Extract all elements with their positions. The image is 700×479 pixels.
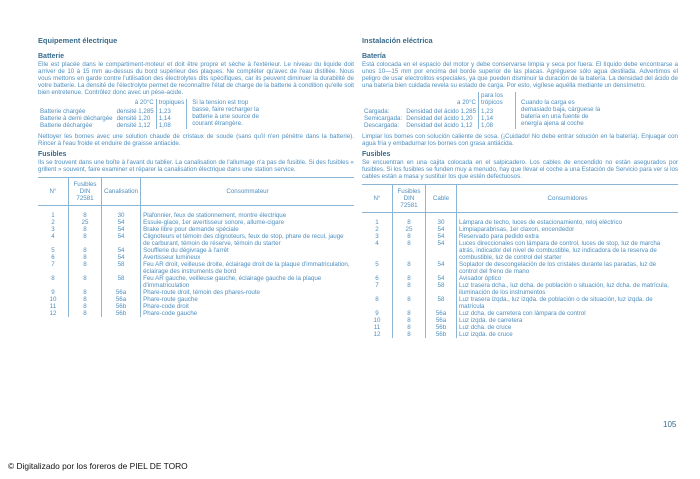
fuses-table <box>362 184 678 338</box>
left-page-column <box>38 24 354 446</box>
fuse-no-cell: 5 <box>51 247 55 254</box>
fuse-canal-cell: 56a <box>102 296 141 303</box>
fuse-din-cell: 8 <box>393 261 426 275</box>
fuse-no-cell: 1 <box>375 219 379 226</box>
fuse-consumer-cell: Feu AR gauche, veilleuse gauche, éclairage gauche de la plaque d'immatriculation <box>141 275 354 289</box>
fuse-canal-cell: 56b <box>426 324 457 331</box>
col-temp-header: a 20°C <box>457 99 477 106</box>
table-row <box>362 240 678 261</box>
fuse-no-cell: 2 <box>51 219 55 226</box>
table-row <box>362 261 678 275</box>
right-page-column <box>362 24 678 446</box>
fuse-din-cell: 8 <box>393 296 426 310</box>
table-row <box>38 247 354 254</box>
fuse-canal-cell: 54 <box>102 233 141 247</box>
battery-note: Si la tension est trop basse, faire recharger la batterie à une source de courant étrangère. <box>187 99 265 129</box>
fuse-din-cell: 8 <box>69 212 102 219</box>
fuse-no-cell: 6 <box>375 275 379 282</box>
table-row <box>362 282 678 296</box>
col-no-header: N° <box>362 185 393 213</box>
fuse-din-cell: 8 <box>393 317 426 324</box>
fuse-no-cell: 11 <box>373 324 381 331</box>
fuse-consumer-cell: Soufflerie du dégivrage à l'arrêt <box>141 247 354 254</box>
page-number: 105 <box>663 420 677 429</box>
battery-row: Batterie chargée densité 1,285 1,23 <box>38 108 264 115</box>
battery-row: Descargada: Densidad del ácido 1,12 1,08 <box>362 122 603 129</box>
fuse-no-cell: 6 <box>51 254 55 261</box>
table-row <box>362 310 678 317</box>
table-row <box>38 296 354 303</box>
fuse-canal-cell: 30 <box>426 219 457 226</box>
battery-paragraph: Está colocada en el espacio del motor y debe conservarse limpia y seca por fuera. El líquido debe encontrarse a unos 10—15 mm por encima del borde superior de las placas. Agréguese sólo agua destilada. Advertimos el peligro de usar electrolitos especiales, ya que pueden disminuir la duración de la batería. La densidad del ácido de una batería bien cuidada revela su estado de carga. Por esto, vigílese aquélla mediante un densímetro. <box>362 61 678 89</box>
col-din-header: Fusibles DIN 72581 <box>393 185 426 213</box>
fuse-consumer-cell: Avisador óptico <box>457 275 679 282</box>
fuse-no-cell: 2 <box>375 226 379 233</box>
fuse-canal-cell: 54 <box>102 226 141 233</box>
fuse-consumer-cell: Plafonnier, feux de stationnement, montre électrique <box>141 212 354 219</box>
fuses-paragraph: Se encuentran en una cajita colocada en el salpicadero. Los cables de encendido no están asegurados por fusibles. Si los fusibles se funden muy a menudo, hay que llevar el coche a una Estación de Servicio para ver si los cables están a masa y sustituir los que estén defectuosos. <box>362 159 678 180</box>
col-consumer-header: Consommateur <box>141 178 354 206</box>
fuse-din-cell: 8 <box>69 296 102 303</box>
fuse-consumer-cell: Luz izqda. de cruce <box>457 331 679 338</box>
table-row <box>38 226 354 233</box>
battery-row: Batterie déchargée densité 1,12 1,08 <box>38 122 264 129</box>
fuse-canal-cell: 56b <box>102 303 141 310</box>
fuse-consumer-cell: Feu AR droit, veilleuse droite, éclairage droit de la plaque d'immatriculation, éclairage des instruments de bord <box>141 261 354 275</box>
table-row <box>38 303 354 310</box>
fuse-consumer-cell: Phare-route droit, témoin des phares-route <box>141 289 354 296</box>
fuse-din-cell: 25 <box>393 226 426 233</box>
fuse-canal-cell: 30 <box>102 212 141 219</box>
col-temp-header: à 20°C <box>134 99 154 106</box>
fuse-din-cell: 8 <box>393 324 426 331</box>
fuse-din-cell: 8 <box>393 275 426 282</box>
fuse-canal-cell: 56a <box>426 317 457 324</box>
fuse-no-cell: 3 <box>375 233 379 240</box>
fuse-canal-cell: 54 <box>426 261 457 275</box>
col-consumer-header: Consumidores <box>457 185 679 213</box>
fuse-din-cell: 8 <box>69 310 102 317</box>
fuse-din-cell: 8 <box>69 275 102 289</box>
col-din-header: Fusibles DIN 72581 <box>69 178 102 206</box>
table-row <box>362 275 678 282</box>
fuse-canal-cell: 54 <box>426 240 457 261</box>
fuses-paragraph: Ils se trouvent dans une boîte à l'avant du tablier. La canalisation de l'allumage n'a pas de fusible. Si des fusibles « grillent » souvent, faire examiner et réparer la canalisation électrique dans une station service. <box>38 159 354 173</box>
fuse-no-cell: 10 <box>373 317 381 324</box>
battery-heading: Batterie <box>38 53 65 60</box>
fuse-no-cell: 9 <box>51 289 55 296</box>
table-row <box>362 317 678 324</box>
table-row <box>38 261 354 275</box>
fuse-canal-cell: 54 <box>426 233 457 240</box>
table-row <box>38 310 354 317</box>
fuse-consumer-cell: Soplador de descongelación de los cristales durante las paradas, luz de control del freno de mano <box>457 261 679 275</box>
table-row <box>362 296 678 310</box>
battery-heading: Batería <box>362 53 386 60</box>
fuses-table <box>38 177 354 317</box>
fuse-consumer-cell: Reservado para pedido extra <box>457 233 679 240</box>
table-row <box>362 219 678 226</box>
fuse-consumer-cell: Brake libre pour demande spéciale <box>141 226 354 233</box>
fuse-din-cell: 8 <box>69 247 102 254</box>
fuse-consumer-cell: Luces direccionales con lámpara de control, luces de stop, luz de marcha atrás, indicador del nivel de combustible, luz indicadora de la reserva de combustible, luz de control del starter <box>457 240 679 261</box>
battery-row: Cargada: Densidad del ácido 1,285 1,23 <box>362 108 603 115</box>
fuse-consumer-cell: Luz dcha. de cruce <box>457 324 679 331</box>
fuse-no-cell: 8 <box>375 296 379 303</box>
fuse-din-cell: 8 <box>69 303 102 310</box>
fuse-canal-cell: 54 <box>102 219 141 226</box>
fuse-consumer-cell: Lámpara de techo, luces de estacionamiento, reloj eléctrico <box>457 219 679 226</box>
fuse-no-cell: 12 <box>373 331 381 338</box>
section-title: Equipement électrique <box>38 36 118 45</box>
fuses-heading: Fusibles <box>38 151 67 158</box>
fuse-no-cell: 4 <box>51 233 55 240</box>
fuse-canal-cell: 58 <box>426 282 457 296</box>
table-row <box>38 254 354 261</box>
table-row <box>38 275 354 289</box>
fuse-canal-cell: 56b <box>102 310 141 317</box>
col-canal-header: Cable <box>426 185 457 213</box>
fuse-din-cell: 8 <box>69 233 102 247</box>
fuse-no-cell: 12 <box>49 310 57 317</box>
battery-row: Batterie à demi déchargée densité 1,20 1,14 <box>38 115 264 122</box>
fuse-din-cell: 8 <box>393 310 426 317</box>
fuse-din-cell: 8 <box>69 289 102 296</box>
fuse-no-cell: 8 <box>51 275 55 282</box>
table-row <box>362 324 678 331</box>
table-row <box>362 226 678 233</box>
fuse-consumer-cell: Luz trasera dcha., luz dcha. de población o situación, luz dcha. de matrícula, iluminación de los instrumentos <box>457 282 679 296</box>
fuse-din-cell: 8 <box>393 219 426 226</box>
fuse-consumer-cell: Avertisseur lumineux <box>141 254 354 261</box>
credit-line: © Digitalizado por los foreros de PIEL DE TORO <box>8 461 188 471</box>
fuse-canal-cell: 54 <box>102 247 141 254</box>
fuse-canal-cell: 56b <box>426 331 457 338</box>
fuse-din-cell: 8 <box>69 226 102 233</box>
fuse-canal-cell: 56a <box>102 289 141 296</box>
col-no-header: N° <box>38 178 69 206</box>
fuse-consumer-cell: Clignoteurs et témoin des clignoteurs, feux de stop, phare de recul, jauge de carburant, témoin de réserve, témoin du starter <box>141 233 354 247</box>
fuse-consumer-cell: Phare-route gauche <box>141 296 354 303</box>
fuse-canal-cell: 54 <box>102 254 141 261</box>
table-row <box>38 219 354 226</box>
battery-density-table <box>38 99 264 129</box>
fuse-consumer-cell: Luz trasera izqda., luz izqda. de población o de situación, luz izqda. de matrícula <box>457 296 679 310</box>
fuse-no-cell: 10 <box>49 296 57 303</box>
table-row <box>38 233 354 247</box>
fuse-din-cell: 8 <box>393 233 426 240</box>
table-row <box>38 289 354 296</box>
fuse-din-cell: 8 <box>393 240 426 261</box>
fuse-canal-cell: 58 <box>426 296 457 310</box>
battery-paragraph: Elle est placée dans le compartiment-moteur et doit être propre et sèche à l'extérieur. Le niveau du liquide doit arriver de 10 à 15 mm au-dessus du bord supérieur des plaques. Ne compléter qu'avec de l'eau distillée. Nous vous mettons en garde contre l'utilisation des électrolytes dits spécifiques, car ils peuvent diminuer la durabilité de votre batterie. La densité de l'électrolyte permet de reconnaître l'état de charge de la batterie à condition qu'elle soit bien entretenue. Contrôlez donc avec un pèse-acide. <box>38 61 354 96</box>
battery-density-table <box>362 92 603 129</box>
fuse-din-cell: 8 <box>69 254 102 261</box>
col-tropical-header: tropiques <box>156 99 186 108</box>
fuse-no-cell: 7 <box>375 282 379 289</box>
table-row <box>362 331 678 338</box>
fuse-canal-cell: 58 <box>102 275 141 289</box>
fuse-canal-cell: 58 <box>102 261 141 275</box>
fuse-no-cell: 7 <box>51 261 55 268</box>
fuses-heading: Fusibles <box>362 151 391 158</box>
fuse-no-cell: 11 <box>49 303 57 310</box>
fuse-consumer-cell: Phare-code gauche <box>141 310 354 317</box>
fuse-canal-cell: 54 <box>426 226 457 233</box>
fuse-no-cell: 9 <box>375 310 379 317</box>
fuse-din-cell: 8 <box>393 282 426 296</box>
fuse-no-cell: 1 <box>51 212 55 219</box>
fuse-consumer-cell: Luz dcha. de carretera con lámpara de control <box>457 310 679 317</box>
fuse-canal-cell: 56a <box>426 310 457 317</box>
fuse-din-cell: 8 <box>69 261 102 275</box>
table-row <box>38 212 354 219</box>
battery-note: Cuando la carga es demasiado baja, cárguese la batería en una fuente de energía ajena al coche <box>516 92 604 129</box>
fuse-consumer-cell: Essuie-glace, 1er avertisseur sonore, allume-cigare <box>141 219 354 226</box>
fuse-din-cell: 25 <box>69 219 102 226</box>
battery-row: Semicargada: Densidad del ácido 1,20 1,14 <box>362 115 603 122</box>
fuse-no-cell: 3 <box>51 226 55 233</box>
fuse-consumer-cell: Limpiaparabrisas, 1er claxon, encendedor <box>457 226 679 233</box>
fuse-canal-cell: 54 <box>426 275 457 282</box>
fuse-no-cell: 4 <box>375 240 379 247</box>
table-row <box>362 233 678 240</box>
col-canal-header: Canalisation <box>102 178 141 206</box>
fuse-consumer-cell: Luz izqda. de carretera <box>457 317 679 324</box>
battery-cleaning-paragraph: Limpiar los bornes con solución caliente de sosa. (¡Cuidado! No debe entrar solución en la batería). Enjuagar con agua fría y embadurnar los bornes con grasa antiácida. <box>362 133 678 147</box>
col-tropical-header: para los trópicos <box>479 92 516 108</box>
section-title: Instalación eléctrica <box>362 36 433 45</box>
fuse-din-cell: 8 <box>393 331 426 338</box>
battery-cleaning-paragraph: Nettoyer les bornes avec une solution chaude de cristaux de soude (sans qu'il n'en pénètre dans la batterie). Rincer à l'eau froide et enduire de graisse antiacide. <box>38 133 354 147</box>
fuse-consumer-cell: Phare-code droit <box>141 303 354 310</box>
fuse-no-cell: 5 <box>375 261 379 268</box>
